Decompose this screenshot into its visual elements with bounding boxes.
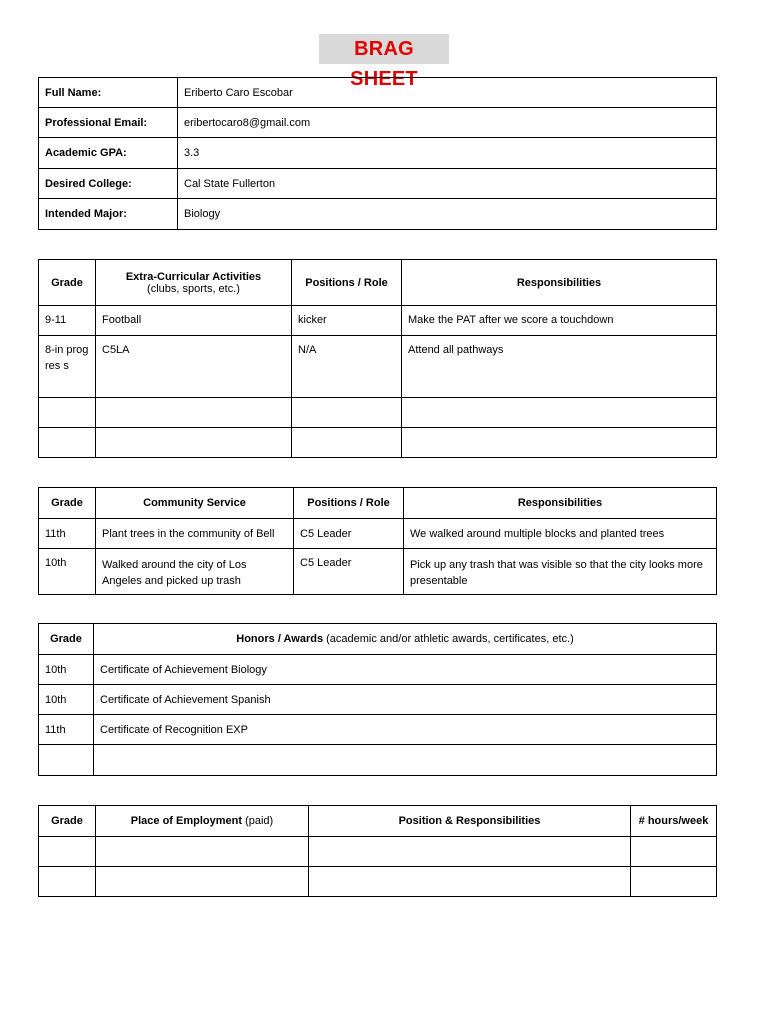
- place-header-note: (paid): [245, 815, 274, 827]
- grade-cell: 11th: [39, 715, 94, 745]
- employment-table: [38, 805, 717, 897]
- community-service-header: Community Service: [96, 488, 294, 519]
- honors-awards-table: [38, 623, 717, 776]
- full-name-label: Full Name:: [39, 78, 178, 108]
- award-cell: [94, 745, 717, 776]
- table-row: [39, 549, 717, 595]
- table-row: [39, 519, 717, 549]
- major-label: Intended Major:: [39, 199, 178, 230]
- award-cell: Certificate of Achievement Biology: [94, 655, 717, 685]
- extracurricular-activity-header: [96, 260, 292, 306]
- employment-position-header: Position & Responsibilities: [309, 806, 631, 837]
- role-cell: [292, 398, 402, 428]
- community-responsibilities-header: Responsibilities: [404, 488, 717, 519]
- email-label: Professional Email:: [39, 108, 178, 138]
- position-cell: [309, 867, 631, 897]
- grade-cell: 8-in progres s: [39, 336, 96, 398]
- table-row: [39, 428, 717, 458]
- hours-cell: [631, 837, 717, 867]
- honors-grade-header: Grade: [39, 624, 94, 655]
- grade-cell: 11th: [39, 519, 96, 549]
- role-cell: N/A: [292, 336, 402, 398]
- activity-cell: Football: [96, 306, 292, 336]
- community-role-header: Positions / Role: [294, 488, 404, 519]
- grade-cell: 9-11: [39, 306, 96, 336]
- table-row: [39, 837, 717, 867]
- personal-info-table: [38, 77, 717, 230]
- info-row-gpa: [39, 138, 717, 169]
- grade-cell: [39, 428, 96, 458]
- info-row-full-name: [39, 78, 717, 108]
- employment-place-header: [96, 806, 309, 837]
- place-cell: [96, 867, 309, 897]
- extracurricular-responsibilities-header: Responsibilities: [402, 260, 717, 306]
- award-cell: Certificate of Recognition EXP: [94, 715, 717, 745]
- service-cell: Plant trees in the community of Bell: [96, 519, 294, 549]
- activity-cell: [96, 428, 292, 458]
- grade-cell: [39, 398, 96, 428]
- extracurricular-header-row: [39, 260, 717, 306]
- role-cell: C5 Leader: [294, 519, 404, 549]
- table-row: [39, 655, 717, 685]
- extracurricular-role-header: Positions / Role: [292, 260, 402, 306]
- award-cell: Certificate of Achievement Spanish: [94, 685, 717, 715]
- honors-header-row: [39, 624, 717, 655]
- honors-header-note: (academic and/or athletic awards, certificates, etc.): [326, 633, 574, 645]
- gpa-label: Academic GPA:: [39, 138, 178, 169]
- activity-header-title: Extra-Curricular Activities: [125, 270, 262, 283]
- gpa-value: 3.3: [178, 138, 717, 169]
- table-row: [39, 306, 717, 336]
- grade-cell: [39, 745, 94, 776]
- responsibilities-cell: We walked around multiple blocks and planted trees: [404, 519, 717, 549]
- table-row: [39, 336, 717, 398]
- responsibilities-cell: Make the PAT after we score a touchdown: [402, 306, 717, 336]
- honors-awards-header: [94, 624, 717, 655]
- grade-cell: [39, 867, 96, 897]
- info-row-college: [39, 169, 717, 199]
- table-row: [39, 715, 717, 745]
- community-service-table: [38, 487, 717, 595]
- table-row: [39, 398, 717, 428]
- college-label: Desired College:: [39, 169, 178, 199]
- responsibilities-cell: Pick up any trash that was visible so that the city looks more presentable: [404, 549, 717, 595]
- grade-cell: 10th: [39, 549, 96, 595]
- position-cell: [309, 837, 631, 867]
- major-value: Biology: [178, 199, 717, 230]
- activity-cell: C5LA: [96, 336, 292, 398]
- table-row: [39, 867, 717, 897]
- extracurricular-grade-header: Grade: [39, 260, 96, 306]
- grade-cell: 10th: [39, 655, 94, 685]
- table-row: [39, 745, 717, 776]
- full-name-value: Eriberto Caro Escobar: [178, 78, 717, 108]
- role-cell: kicker: [292, 306, 402, 336]
- employment-grade-header: Grade: [39, 806, 96, 837]
- service-cell: Walked around the city of Los Angeles and picked up trash: [96, 549, 294, 595]
- employment-hours-header: # hours/week: [631, 806, 717, 837]
- honors-header-title: Honors / Awards: [236, 633, 324, 645]
- table-row: [39, 685, 717, 715]
- info-row-email: [39, 108, 717, 138]
- responsibilities-cell: [402, 428, 717, 458]
- activity-cell: [96, 398, 292, 428]
- activity-header-subtitle: (clubs, sports, etc.): [147, 282, 240, 295]
- place-cell: [96, 837, 309, 867]
- responsibilities-cell: Attend all pathways: [402, 336, 717, 398]
- email-value: eribertocaro8@gmail.com: [178, 108, 717, 138]
- page-title: BRAG SHEET: [319, 34, 449, 64]
- grade-cell: 10th: [39, 685, 94, 715]
- hours-cell: [631, 867, 717, 897]
- info-row-major: [39, 199, 717, 230]
- community-grade-header: Grade: [39, 488, 96, 519]
- community-header-row: [39, 488, 717, 519]
- extracurricular-table: [38, 259, 717, 458]
- responsibilities-cell: [402, 398, 717, 428]
- place-header-title: Place of Employment: [130, 815, 243, 827]
- role-cell: C5 Leader: [294, 549, 404, 595]
- role-cell: [292, 428, 402, 458]
- employment-header-row: [39, 806, 717, 837]
- college-value: Cal State Fullerton: [178, 169, 717, 199]
- grade-cell: [39, 837, 96, 867]
